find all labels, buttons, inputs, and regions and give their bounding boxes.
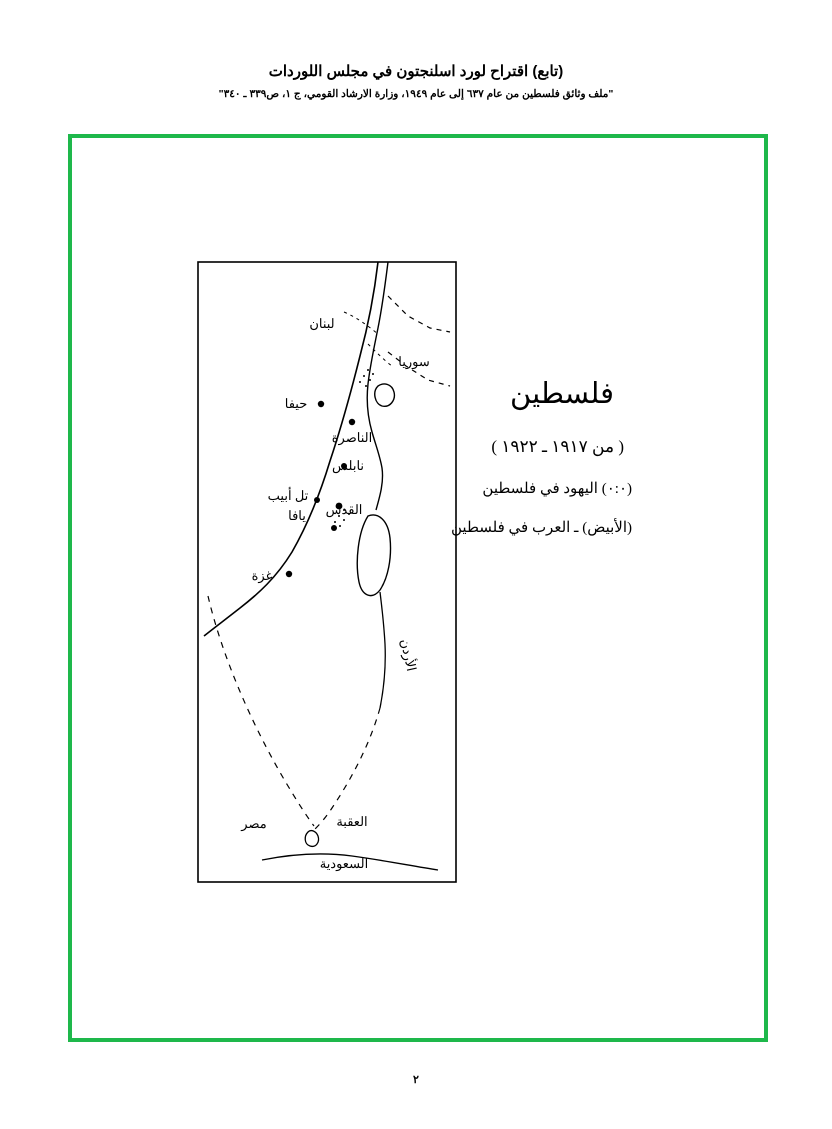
label-haifa: حيفا (284, 396, 308, 411)
legend-entry-arabs: (الأبيض) ـ العرب في فلسطين (451, 520, 632, 536)
map-date-range: ( من ١٩١٧ ـ ١٩٢٢ ) (491, 437, 624, 456)
egypt-border-dashed (208, 596, 314, 826)
header-source-citation: "ملف وثائق فلسطين من عام ٦٣٧ إلى عام ١٩٤٩، وزارة الارشاد القومي، ج ١، ص٣٣٩ ـ ٣٤٠" (218, 88, 614, 100)
label-lebanon: لبنان (309, 316, 335, 331)
label-gaza: غزة (251, 568, 273, 583)
hebron-dot (331, 525, 337, 531)
wadi-araba-path (380, 592, 385, 708)
label-nazareth: الناصرة (331, 430, 373, 445)
label-egypt: مصر (241, 816, 267, 831)
northeast-border-dashed (388, 296, 450, 332)
legend-entry-jews: (٠:٠) اليهود في فلسطين (482, 481, 632, 497)
page-header (0, 62, 832, 100)
label-nablus: نابلس (331, 458, 365, 473)
sea-of-galilee-shape (375, 384, 395, 406)
gulf-of-aqaba-shape (305, 831, 318, 847)
haifa-dot (318, 401, 324, 407)
label-jerusalem: القدس (325, 502, 363, 517)
gaza-dot (286, 571, 292, 577)
map-title: فلسطين (510, 378, 614, 410)
map-legend (402, 376, 632, 557)
page-number: ٢ (413, 1074, 419, 1086)
label-syria: سوريا (398, 354, 430, 369)
transjordan-border-dashed (314, 708, 380, 830)
label-saudi-arabia: السعودية (319, 856, 369, 871)
label-aqaba: العقبة (336, 814, 368, 829)
tel-aviv-dot (314, 497, 320, 503)
lebanon-border-dashed (344, 312, 378, 334)
label-tel-aviv: تل أبيب (267, 488, 309, 503)
dead-sea-shape (357, 515, 390, 596)
header-title: (تابع) اقتراح لورد اسلنجتون في مجلس اللوردات (268, 63, 564, 80)
label-jordan: الأردن (397, 637, 420, 673)
coastline-path (204, 262, 378, 636)
nazareth-dot (349, 419, 355, 425)
map-figure (192, 256, 652, 896)
label-jaffa: يافا (288, 508, 306, 523)
palestine-map-svg (192, 256, 652, 896)
green-border-frame (68, 134, 768, 1042)
